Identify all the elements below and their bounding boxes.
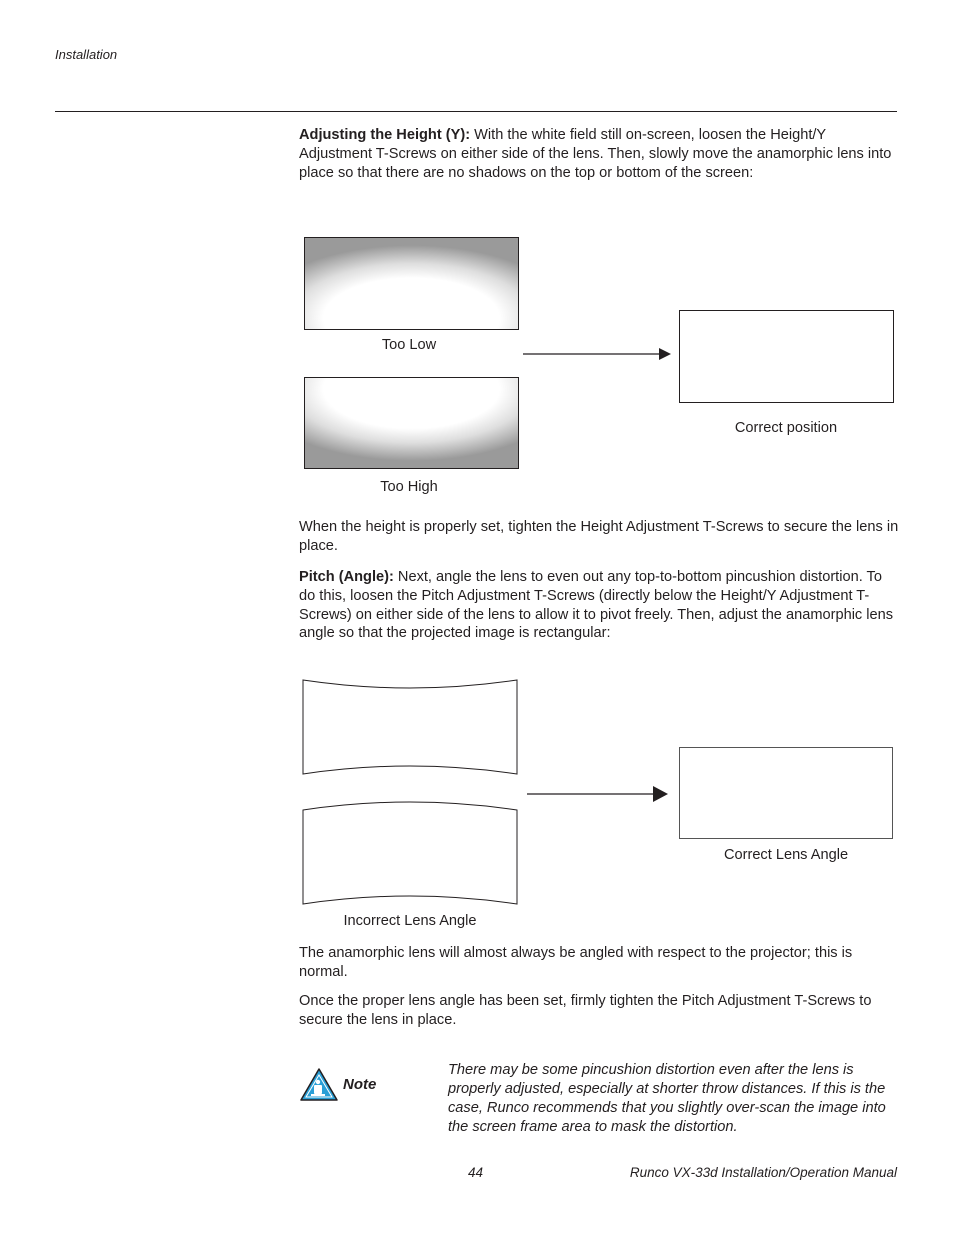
note-pointer-icon: [300, 1067, 340, 1103]
arrow-right-icon: [523, 346, 673, 362]
height-text: With the white field still on-screen, loosen the Height/Y Adjustment T-Screws on either side of the lens. Then, slowly move the anamorphic lens into place so that there are no shadows on the top or bottom of the screen:: [299, 127, 892, 181]
too-low-caption: Too Low: [381, 337, 437, 353]
note-label: Note: [343, 1076, 377, 1093]
header-rule: [55, 111, 897, 112]
too-high-caption: Too High: [380, 479, 438, 495]
height-paragraph: [299, 126, 899, 182]
manual-title: Runco VX-33d Installation/Operation Manual: [629, 1165, 897, 1180]
arrow-right-icon: [527, 784, 672, 804]
correct-position-caption: Correct position: [734, 420, 838, 436]
pitch-paragraph: [299, 568, 899, 643]
correct-angle-caption: Correct Lens Angle: [723, 847, 849, 863]
after-height-paragraph: When the height is properly set, tighten the Height Adjustment T-Screws to secure the lens in place.: [299, 519, 899, 554]
correct-angle-image: [679, 747, 893, 839]
page-number: 44: [468, 1165, 484, 1180]
height-lead: Adjusting the Height (Y):: [299, 127, 471, 143]
angled-paragraph: The anamorphic lens will almost always be angled with respect to the projector; this is normal.: [299, 945, 853, 980]
pitch-lead: Pitch (Angle):: [299, 569, 394, 585]
note-text: There may be some pincushion distortion even after the lens is properly adjusted, especially at shorter throw distances. If this is the case, Runco recommends that you slightly over-scan the image into the screen frame area to mask the distortion.: [448, 1062, 886, 1135]
pitch-text: Next, angle the lens to even out any top-to-bottom pincushion distortion. To do this, loosen the Pitch Adjustment T-Screws (directly below the Height/Y Adjustment T-Screws) on either side of the lens to allow it to pivot freely. Then, adjust the anamorphic lens angle so that the projected image is rectangular:: [299, 569, 894, 642]
distorted-image-bottom: [300, 800, 522, 906]
tighten-paragraph: Once the proper lens angle has been set, firmly tighten the Pitch Adjustment T-Screws to secure the lens in place.: [299, 993, 872, 1028]
distorted-image-top: [300, 676, 522, 782]
correct-position-image: [679, 310, 894, 403]
too-low-image: [304, 237, 519, 330]
incorrect-angle-caption: Incorrect Lens Angle: [343, 913, 477, 929]
running-head: Installation: [55, 47, 118, 62]
too-high-image: [304, 377, 519, 469]
